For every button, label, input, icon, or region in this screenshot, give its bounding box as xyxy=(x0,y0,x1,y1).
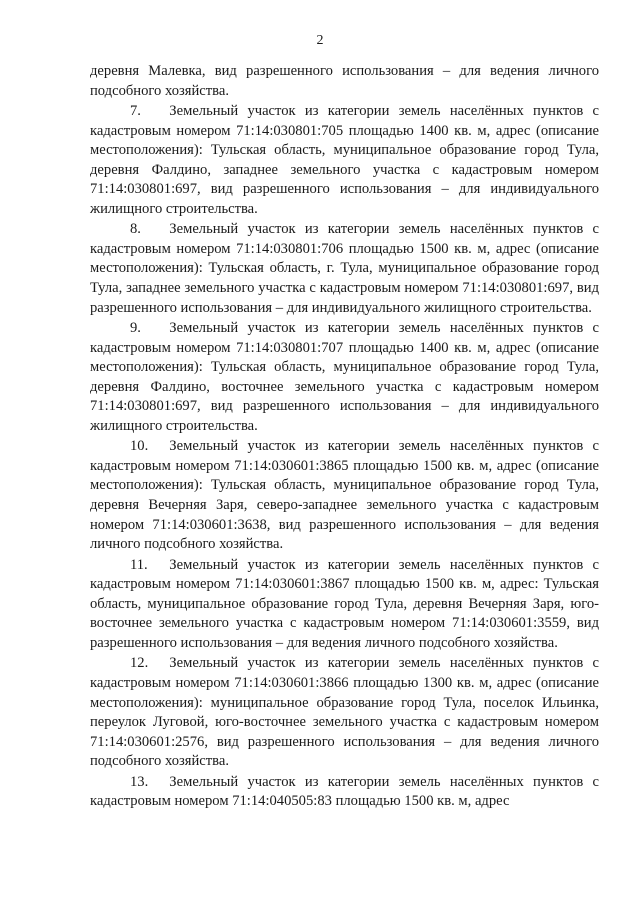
paragraph-item-11 xyxy=(90,556,599,654)
paragraph-number: 8. xyxy=(130,221,141,238)
paragraph-text: Земельный участок из категории земель населённых пунктов с кадастровым номером 71:14:040505:83 площадью 1500 кв. м, адрес xyxy=(90,773,600,810)
page-number: 2 xyxy=(316,33,324,48)
paragraph-item-8 xyxy=(90,220,599,318)
paragraph-item-7 xyxy=(90,102,599,219)
paragraph-continuation xyxy=(90,62,599,101)
paragraph-text: Земельный участок из категории земель населённых пунктов с кадастровым номером 71:14:030801:707 площадью 1400 кв. м, адрес (описание местоположения): Тульская область, муниципальное образование город Тула, деревня Фалдино, восточнее земельного участка с кадастровым номером 71:14:030801:697, вид разрешенного использования – для индивидуального жилищного строительства. xyxy=(90,320,600,434)
paragraph-number: 9. xyxy=(130,320,141,337)
paragraph-text: деревня Малевка, вид разрешенного использования – для ведения личного подсобного хозяйства. xyxy=(90,63,599,99)
paragraph-item-9 xyxy=(90,319,599,436)
paragraph-number: 12. xyxy=(130,655,149,672)
paragraph-text: Земельный участок из категории земель населённых пунктов с кадастровым номером 71:14:030601:3867 площадью 1500 кв. м, адрес: Тульская область, муниципальное образование город Тула, деревня Вечерняя Заря, юго-восточнее земельного участка с кадастровым номером 71:14:030601:3559, вид разрешенного использования – для ведения личного подсобного хозяйства. xyxy=(90,556,600,651)
paragraph-number: 11. xyxy=(130,556,148,573)
paragraph-item-10 xyxy=(90,437,599,554)
paragraph-item-13 xyxy=(90,773,599,812)
paragraph-number: 13. xyxy=(130,773,149,790)
paragraph-number: 10. xyxy=(130,438,149,455)
paragraph-text: Земельный участок из категории земель населённых пунктов с кадастровым номером 71:14:030601:3865 площадью 1500 кв. м, адрес (описание местоположения): Тульская область, муниципальное образование город Тула, деревня Вечерняя Заря, северо-западнее земельного участка с кадастровым номером 71:14:030601:3638, вид разрешенного использования – для ведения личного подсобного хозяйства. xyxy=(90,438,600,553)
paragraph-number: 7. xyxy=(130,103,141,120)
paragraph-text: Земельный участок из категории земель населённых пунктов с кадастровым номером 71:14:030801:705 площадью 1400 кв. м, адрес (описание местоположения): Тульская область, муниципальное образование город Тула, деревня Фалдино, западнее земельного участка с кадастровым номером 71:14:030801:697, вид разрешенного использования – для индивидуального жилищного строительства. xyxy=(90,103,600,217)
document-body xyxy=(90,62,599,813)
paragraph-text: Земельный участок из категории земель населённых пунктов с кадастровым номером 71:14:030601:3866 площадью 1300 кв. м, адрес (описание местоположения): муниципальное образование город Тула, поселок Ильинка, переулок Луговой, юго-восточнее земельного участка с кадастровым номером 71:14:030601:2576, вид разрешенного использования – для ведения личного подсобного хозяйства. xyxy=(90,655,600,770)
paragraph-item-12 xyxy=(90,654,599,771)
paragraph-text: Земельный участок из категории земель населённых пунктов с кадастровым номером 71:14:030801:706 площадью 1500 кв. м, адрес (описание местоположения): Тульская область, г. Тула, муниципальное образование город Тула, западнее земельного участка с кадастровым номером 71:14:030801:697, вид разрешенного использования – для индивидуального жилищного строительства. xyxy=(90,221,600,316)
